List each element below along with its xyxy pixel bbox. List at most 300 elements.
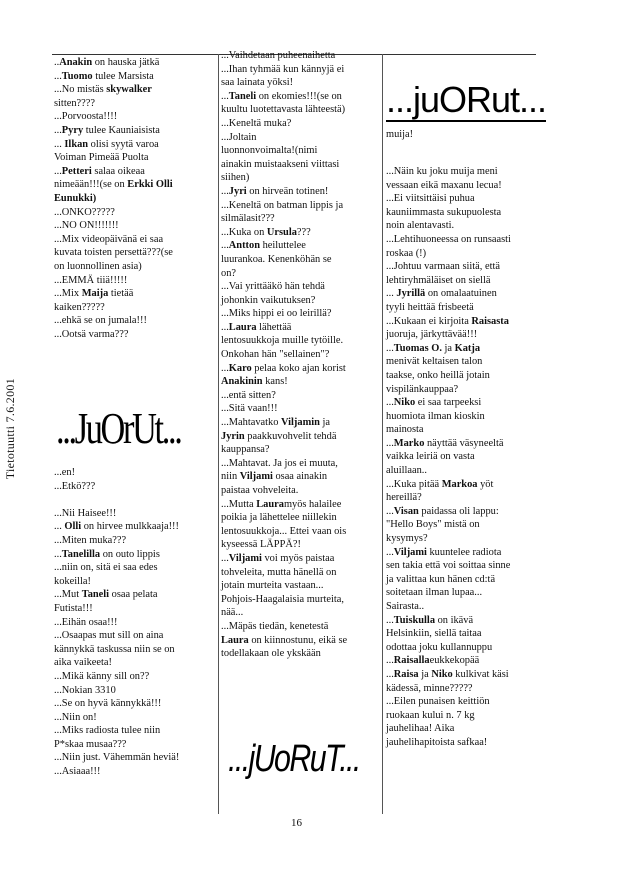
gossip-text: ...Kuka pitää <box>386 478 442 490</box>
gossip-line <box>386 247 536 261</box>
juorut-logo-top: ...juORut... <box>386 79 547 120</box>
gossip-text: ... <box>54 124 62 136</box>
gossip-line <box>386 437 536 451</box>
gossip-text: on luonnollinen asia) <box>54 260 142 272</box>
gossip-name: Tanelilla <box>61 548 101 560</box>
gossip-line <box>54 70 214 84</box>
gossip-line <box>221 484 381 498</box>
gossip-line <box>54 616 214 630</box>
gossip-text: kokeilla! <box>54 575 91 587</box>
gossip-text: ...Mutta <box>221 498 257 510</box>
gossip-text: ...Kuka on <box>221 226 267 238</box>
gossip-line <box>386 328 536 342</box>
gossip-line <box>386 464 536 478</box>
gossip-text: ... <box>386 342 394 354</box>
gossip-line <box>221 226 381 240</box>
gossip-text: tulee Kauniaisista <box>83 124 160 136</box>
gossip-text: kauniimmasta sukupuolesta <box>386 206 502 218</box>
gossip-text: siihen) <box>221 172 250 184</box>
gossip-line <box>386 315 536 329</box>
gossip-line <box>221 525 381 539</box>
gossip-line <box>386 165 536 179</box>
gossip-line <box>386 355 536 369</box>
gossip-name: Viljami <box>228 552 262 564</box>
gossip-text: ...NO ON!!!!!!! <box>54 220 119 232</box>
gossip-text: näyttää väsyneeltä <box>424 437 504 449</box>
gossip-text: on hirveän totinen! <box>246 185 329 197</box>
gossip-name: Pyry <box>61 124 84 136</box>
gossip-text: ...Johtuu varmaan siitä, että <box>386 261 500 273</box>
gossip-line <box>221 253 381 267</box>
gossip-line <box>54 629 214 643</box>
gossip-text: ja <box>319 417 331 429</box>
gossip-line <box>54 480 214 494</box>
gossip-line <box>221 348 381 362</box>
gossip-name: Karo <box>228 362 252 374</box>
gossip-name: Olli <box>64 521 82 533</box>
gossip-line <box>54 314 214 328</box>
gossip-line <box>386 505 536 519</box>
gossip-text: ...Asiaaa!!! <box>54 766 101 778</box>
gossip-line <box>386 627 536 641</box>
gossip-name: Laura <box>256 498 284 510</box>
gossip-text: kyseessä LÄPPÄ?! <box>221 539 301 551</box>
gossip-name: Marko <box>393 437 425 449</box>
gossip-line <box>54 138 214 152</box>
gossip-line <box>221 593 381 607</box>
gossip-text: lentosuukkoja... Ettei vaan ois <box>221 525 347 537</box>
gossip-text: ...Mäpäs tiedän, kenetestä <box>221 620 329 632</box>
gossip-line <box>386 423 536 437</box>
gossip-name: Taneli <box>228 90 257 102</box>
gossip-line <box>386 128 536 142</box>
gossip-line <box>386 491 536 505</box>
gossip-text: ...Ootsä varma??? <box>54 328 129 340</box>
gossip-line <box>54 751 214 765</box>
gossip-line <box>386 722 536 736</box>
gossip-text: ... <box>221 185 229 197</box>
gossip-line <box>386 586 536 600</box>
gossip-line <box>221 212 381 226</box>
gossip-line <box>386 410 536 424</box>
gossip-line <box>221 606 381 620</box>
gossip-text: ...Se on hyvä kännykkä!!! <box>54 698 162 710</box>
gossip-line <box>54 561 214 575</box>
gossip-text: ...Osaapas mut sill on aina <box>54 630 164 642</box>
gossip-line <box>54 219 214 233</box>
gossip-line <box>386 695 536 709</box>
gossip-text: osaa pelata <box>109 589 158 601</box>
gossip-line <box>386 179 536 193</box>
gossip-text: ... <box>386 546 394 558</box>
gossip-line <box>221 579 381 593</box>
gossip-text: ... <box>386 288 397 300</box>
gossip-line <box>221 389 381 403</box>
gossip-text: ...EMMÄ tiiä!!!!! <box>54 274 128 286</box>
gossip-line <box>386 709 536 723</box>
gossip-name: Jyri <box>228 185 247 197</box>
gossip-name: Tuomas O. <box>393 342 442 354</box>
gossip-text: nimeään!!!(se on <box>54 179 128 191</box>
gossip-text: osaa ainakin <box>272 471 328 483</box>
gossip-text: jotain murteita vastaan... <box>221 580 324 592</box>
gossip-text: pelaa koko ajan korist <box>251 362 346 374</box>
gossip-text: jauhelihapitoista safkaa! <box>386 736 488 748</box>
column-3 <box>386 165 536 750</box>
gossip-text: kauppansa? <box>221 444 270 456</box>
gossip-text: ...Mix <box>54 288 82 300</box>
gossip-line <box>386 668 536 682</box>
gossip-text: tietää <box>108 288 134 300</box>
gossip-line <box>54 507 214 521</box>
gossip-text: ...Keneltä muka? <box>221 117 292 129</box>
gossip-text: poikia ja lähettelee niillekin <box>221 512 337 524</box>
gossip-text: on hauska jätkä <box>92 57 160 68</box>
gossip-line <box>221 267 381 281</box>
gossip-line <box>54 697 214 711</box>
gossip-text: jauhelihaa! Aika <box>386 723 455 735</box>
gossip-line <box>54 520 214 534</box>
gossip-text: ...en! <box>54 467 76 478</box>
gossip-line <box>221 457 381 471</box>
gossip-text: ??? <box>296 226 311 238</box>
gossip-text: aika vaikeeta! <box>54 657 112 669</box>
gossip-line <box>386 546 536 560</box>
gossip-line <box>221 49 381 63</box>
gossip-line <box>54 328 214 342</box>
gossip-name: Markoa <box>441 478 478 490</box>
gossip-text: ... <box>386 614 394 626</box>
gossip-line <box>221 430 381 444</box>
gossip-text: noin alentavasti. <box>386 220 455 232</box>
gossip-line <box>221 144 381 158</box>
gossip-text: tyyli heittää frisbeetä <box>386 301 474 313</box>
gossip-line <box>54 124 214 138</box>
gossip-text: ...entä sitten? <box>221 389 276 401</box>
gossip-text: lähettää <box>256 321 292 333</box>
gossip-text: ...Mikä känny sill on?? <box>54 670 150 682</box>
gossip-name: Petteri <box>61 165 92 177</box>
gossip-line <box>54 711 214 725</box>
gossip-line <box>54 548 214 562</box>
gossip-text: ...ONKO????? <box>54 206 115 218</box>
gossip-line <box>221 76 381 90</box>
gossip-name: Raisalla <box>393 655 430 667</box>
gossip-text: ...Eihän osaa!!! <box>54 616 118 628</box>
gossip-text: eukkekopää <box>429 655 480 667</box>
gossip-line <box>221 620 381 634</box>
gossip-name: Niko <box>393 397 416 409</box>
gossip-text: kuvata toisten persettä???(se <box>54 247 173 259</box>
gossip-line <box>221 90 381 104</box>
gossip-line <box>386 260 536 274</box>
gossip-text: kuuntelee radiota <box>426 546 502 558</box>
gossip-text: ...Mix videopäivänä ei saa <box>54 233 164 245</box>
gossip-text: odottaa joku kullannuppu <box>386 641 493 653</box>
gossip-line <box>386 614 536 628</box>
gossip-text: on? <box>221 267 237 279</box>
gossip-line <box>386 736 536 750</box>
gossip-text: ... <box>386 505 394 517</box>
gossip-text: ... <box>221 321 229 333</box>
gossip-name: Laura <box>221 634 249 646</box>
gossip-text: Voiman Pimeää Puolta <box>54 152 149 164</box>
gossip-line <box>386 600 536 614</box>
gossip-name: Raisa <box>393 668 419 680</box>
gossip-text: ...Miks hippi ei oo leirillä? <box>221 308 332 320</box>
gossip-text: ... <box>221 90 229 102</box>
gossip-line <box>54 192 214 206</box>
gossip-text: soitetaan ilman lupaa... <box>386 587 483 599</box>
gossip-text: kysymys? <box>386 533 428 545</box>
gossip-text: ...Nokian 3310 <box>54 684 116 696</box>
gossip-text: on outo lippis <box>100 548 160 560</box>
gossip-text: ...Mahtavatko <box>221 417 282 429</box>
gossip-line <box>221 158 381 172</box>
gossip-line <box>54 287 214 301</box>
gossip-name: Anakinin <box>221 376 263 388</box>
gossip-text: ja <box>418 668 432 680</box>
juorut-logo-bottom: ...jUoRuT... <box>228 738 360 780</box>
gossip-line <box>221 647 381 661</box>
gossip-text: ... <box>386 397 394 409</box>
gossip-line <box>221 402 381 416</box>
gossip-text: kaiken????? <box>54 301 105 313</box>
gossip-text: kulkivat käsi <box>452 668 509 680</box>
gossip-line <box>221 280 381 294</box>
gossip-line <box>386 532 536 546</box>
gossip-line <box>386 518 536 532</box>
column-1-top <box>54 56 214 341</box>
gossip-text: Sairasta.. <box>386 601 425 612</box>
gossip-text: luonnonvoimalta!(nimi <box>221 145 318 157</box>
gossip-text: ...Niin just. Vähemmän heviä! <box>54 752 180 764</box>
gossip-text: ...Miks radiosta tulee niin <box>54 725 161 737</box>
gossip-text: ...Miten muka??? <box>54 534 127 546</box>
gossip-text: lentosuukkoja muille tytöille. <box>221 335 344 347</box>
gossip-line <box>54 56 214 70</box>
gossip-text: tohveleita, mutta hänellä on <box>221 566 337 578</box>
gossip-text: ...Keneltä on batman lippis ja <box>221 199 344 211</box>
gossip-text: ...niin on, sitä ei saa edes <box>54 562 158 574</box>
gossip-name: Visan <box>393 505 419 517</box>
gossip-text: ... <box>54 165 62 177</box>
gossip-text: nää... <box>221 607 244 619</box>
gossip-line <box>386 219 536 233</box>
gossip-text: Helsinkiin, siellä taitaa <box>386 628 482 640</box>
gossip-name: Viljami <box>393 546 427 558</box>
gossip-line <box>221 334 381 348</box>
gossip-text: kans! <box>262 376 288 388</box>
gossip-text: ...Vaihdetaan puheenaihetta <box>221 50 336 61</box>
gossip-line <box>54 246 214 260</box>
gossip-text: sitten???? <box>54 97 95 109</box>
gossip-text: ...Mahtavat. Ja jos ei muuta, <box>221 457 338 469</box>
gossip-text: ... <box>221 362 229 374</box>
gossip-text: Onkohan hän "sellainen"? <box>221 349 330 361</box>
gossip-line <box>54 233 214 247</box>
gossip-line <box>386 233 536 247</box>
gossip-text: paakkuvohvelit tehdä <box>244 430 337 442</box>
gossip-text: ... <box>386 437 394 449</box>
gossip-text: Pohjois-Haagalaisia murteita, <box>221 593 344 605</box>
gossip-line <box>54 466 214 480</box>
gossip-line <box>386 342 536 356</box>
gossip-text: ...Niin on! <box>54 711 97 723</box>
gossip-line <box>221 199 381 213</box>
gossip-line <box>386 682 536 696</box>
gossip-text: ei saa tarpeeksi <box>415 397 482 409</box>
gossip-text: ...Mut <box>54 589 82 601</box>
gossip-text: luurankoa. Kenenköhän se <box>221 253 332 265</box>
gossip-line <box>54 588 214 602</box>
gossip-line <box>54 575 214 589</box>
gossip-text: ... <box>221 240 229 252</box>
gossip-name: Ursula <box>266 226 297 238</box>
gossip-text: ...Lehtihuoneessa on runsaasti <box>386 233 511 245</box>
gossip-line <box>221 117 381 131</box>
gossip-line <box>386 396 536 410</box>
gossip-line <box>54 602 214 616</box>
gossip-text: kännykkä taskussa niin se on <box>54 643 175 655</box>
gossip-line <box>54 724 214 738</box>
gossip-text: mainosta <box>386 424 424 436</box>
gossip-line <box>221 171 381 185</box>
gossip-name: Niko <box>431 668 453 680</box>
gossip-line <box>54 534 214 548</box>
gossip-line <box>54 97 214 111</box>
gossip-line <box>221 498 381 512</box>
gossip-line <box>54 83 214 97</box>
gossip-line <box>221 416 381 430</box>
gossip-line <box>54 656 214 670</box>
gossip-text: taakse, onko heillä jotain <box>386 369 490 381</box>
gossip-text: paidassa oli lappu: <box>418 505 499 517</box>
gossip-line <box>54 165 214 179</box>
gossip-line <box>386 641 536 655</box>
gossip-text: huomiota ilman kioskin <box>386 410 485 422</box>
gossip-line <box>54 684 214 698</box>
gossip-name: Ilkan <box>64 138 89 150</box>
gossip-text: ... <box>386 655 394 667</box>
gossip-line <box>221 538 381 552</box>
gossip-text: juoruja, järkyttävää!!! <box>386 329 478 341</box>
gossip-line <box>221 63 381 77</box>
gossip-text: niin <box>221 471 240 483</box>
gossip-text: ruokaan kului n. 7 kg <box>386 709 475 721</box>
gossip-text: ...Sitä vaan!!! <box>221 403 278 415</box>
gossip-line <box>221 470 381 484</box>
juorut-logo-middle: ...JuOrUt... <box>56 404 181 453</box>
gossip-line <box>386 654 536 668</box>
gossip-line <box>54 206 214 220</box>
gossip-name: Taneli <box>81 589 110 601</box>
gossip-text: kädessä, minne????? <box>386 682 473 694</box>
gossip-name: Katja <box>454 342 481 354</box>
gossip-text: aluillaan.. <box>386 465 427 477</box>
column-divider-2 <box>382 54 383 814</box>
gossip-text: vispilänkauppaa? <box>386 383 459 395</box>
gossip-line <box>221 239 381 253</box>
gossip-text: "Hello Boys" mistä on <box>386 519 480 531</box>
gossip-text: ja valittaa kun hänen cd:tä <box>386 573 496 585</box>
gossip-line <box>221 321 381 335</box>
gossip-line <box>221 511 381 525</box>
gossip-name: Anakin <box>59 57 93 68</box>
gossip-text: on kiinnostunu, eikä se <box>248 634 348 646</box>
gossip-line <box>54 110 214 124</box>
gossip-line <box>221 634 381 648</box>
column-divider-1 <box>218 54 219 814</box>
gossip-line <box>221 103 381 117</box>
gossip-text: ...Ei viitsittäisi puhua <box>386 193 475 205</box>
gossip-text: yöt <box>477 478 494 490</box>
gossip-name: Laura <box>228 321 257 333</box>
gossip-text: vessaan eikä maxanu lecua! <box>386 179 502 191</box>
gossip-line <box>54 260 214 274</box>
gossip-line <box>386 206 536 220</box>
gossip-text: ...ehkä se on jumala!!! <box>54 315 147 327</box>
gossip-text: ... <box>54 70 62 82</box>
gossip-line <box>54 274 214 288</box>
gossip-text: ainakin muistaakseni viittasi <box>221 158 340 170</box>
gossip-name: Viljamin <box>281 417 320 429</box>
gossip-text: ...Vai yrittääkö hän tehdä <box>221 281 325 293</box>
gossip-line <box>386 369 536 383</box>
gossip-text: on omalaatuinen <box>425 288 497 300</box>
gossip-line <box>386 478 536 492</box>
gossip-text: kuultu luotettavasta lähteestä) <box>221 104 346 116</box>
gossip-text: johonkin vaikutuksen? <box>221 294 316 306</box>
gossip-line <box>386 559 536 573</box>
gossip-text: on ekomies!!!(se on <box>256 90 342 102</box>
gossip-line <box>54 738 214 752</box>
gossip-name: Jyrin <box>221 430 245 442</box>
gossip-text: saa lainata yöksi! <box>221 77 294 89</box>
gossip-text: silmälasit??? <box>221 213 275 225</box>
gossip-line <box>221 362 381 376</box>
gossip-line <box>221 294 381 308</box>
gossip-name: Jyrillä <box>396 288 426 300</box>
gossip-text: olisi syytä varoa <box>88 138 159 150</box>
sidebar-publication-label <box>3 378 43 498</box>
column-1-bottom <box>54 466 214 779</box>
gossip-text: ... <box>54 548 62 560</box>
gossip-name: Erkki Olli <box>127 179 173 191</box>
gossip-line <box>386 287 536 301</box>
gossip-text: todellakaan ole ykskään <box>221 648 321 660</box>
gossip-line <box>386 274 536 288</box>
gossip-name: Tuomo <box>61 70 93 82</box>
gossip-line <box>54 765 214 779</box>
gossip-text: ...Nii Haisee!!! <box>54 507 117 519</box>
gossip-text: ...Näin ku joku muija meni <box>386 166 498 177</box>
gossip-text: ...No mistäs <box>54 84 107 96</box>
gossip-line <box>221 185 381 199</box>
gossip-line <box>221 307 381 321</box>
gossip-text: ja <box>441 342 455 354</box>
gossip-text: ... <box>54 521 65 533</box>
gossip-text: ...Eilen punaisen keittiön <box>386 696 490 708</box>
gossip-line <box>54 178 214 192</box>
gossip-name: Maija <box>81 288 109 300</box>
page-number: 16 <box>291 817 302 829</box>
gossip-name: Eunukki) <box>54 192 97 204</box>
gossip-text: ...Porvoosta!!!! <box>54 111 118 123</box>
gossip-line <box>386 301 536 315</box>
gossip-text: tulee Marsista <box>92 70 154 82</box>
gossip-text: roskaa (!) <box>386 247 427 259</box>
